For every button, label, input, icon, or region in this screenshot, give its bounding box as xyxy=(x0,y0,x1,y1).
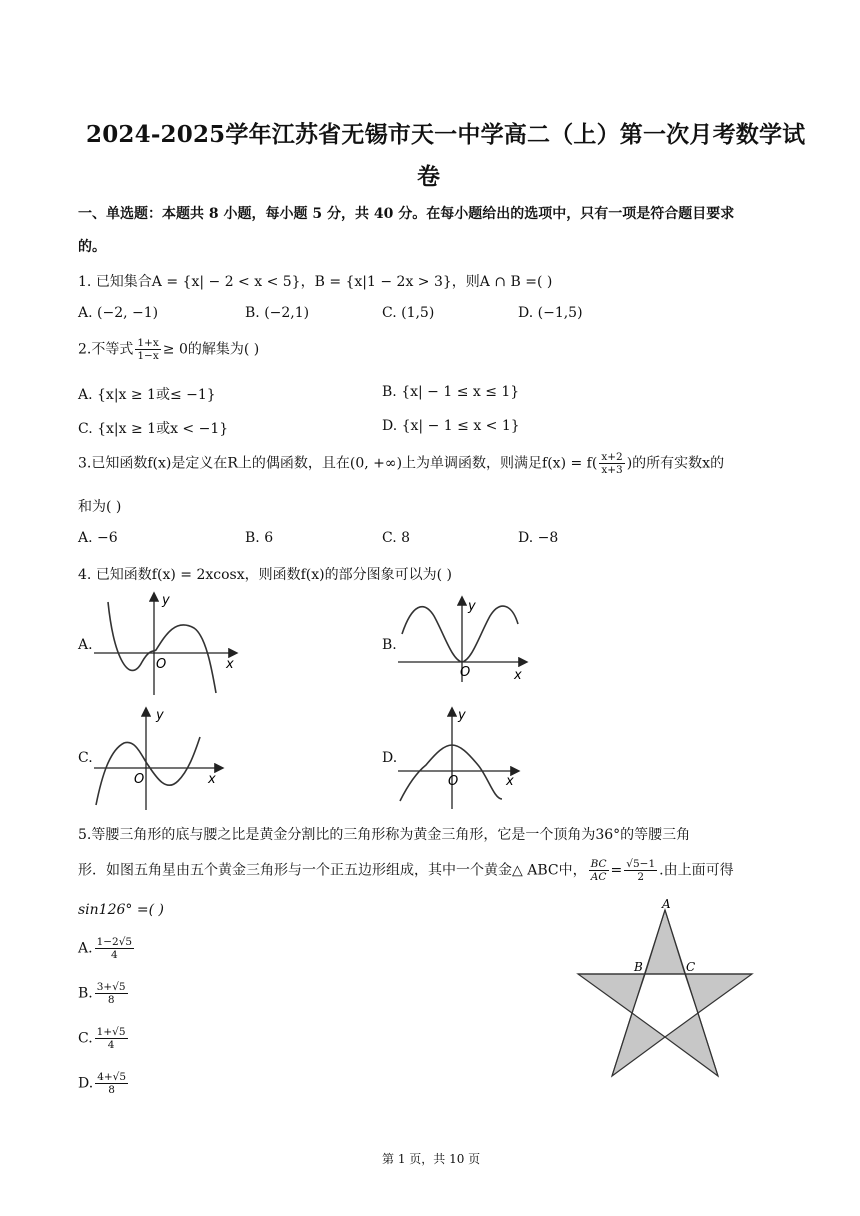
origin-label: O xyxy=(460,665,471,680)
q1-stem xyxy=(78,271,552,291)
q2-frac-den: 1−x xyxy=(137,350,159,362)
q5-option-a-num: 1−2√5 xyxy=(96,936,133,948)
page-title-line1: 2024-2025学年江苏省无锡市天一中学高二（上）第一次月考数学试 xyxy=(86,121,806,148)
q4-graph-c xyxy=(94,705,229,813)
q3-number: 3. xyxy=(78,455,92,472)
q2-stem xyxy=(78,337,259,362)
y-label: y xyxy=(468,599,476,614)
q3-option-a: A. −6 xyxy=(78,530,118,546)
q5-option-b xyxy=(78,981,130,1006)
q2-option-b: B. {x| − 1 ≤ x ≤ 1} xyxy=(382,384,520,400)
q5-number: 5. xyxy=(78,827,92,843)
q5-option-c-label: C. xyxy=(78,1030,93,1047)
q5-option-c xyxy=(78,1026,130,1051)
q5-option-d-den: 8 xyxy=(108,1084,115,1096)
q1-option-a: A. (−2, −1) xyxy=(78,305,159,321)
q5-option-c-num: 1+√5 xyxy=(96,1026,126,1038)
y-label: y xyxy=(458,708,466,723)
q5-stem-line1 xyxy=(78,824,690,844)
q5-pentagram-figure xyxy=(572,896,758,1080)
q4-graph-d xyxy=(398,705,523,811)
y-label: y xyxy=(156,708,164,723)
q5-option-d xyxy=(78,1071,130,1096)
curve xyxy=(402,606,518,662)
q3-option-d: D. −8 xyxy=(518,530,559,546)
q2-option-c: C. {x|x ≥ 1或x < −1} xyxy=(78,421,229,437)
q5-frac1-num: BC xyxy=(590,858,607,870)
q2-number: 2. xyxy=(78,341,92,358)
x-label: x xyxy=(208,772,216,787)
page-title-line2: 卷 xyxy=(417,163,441,190)
q5-frac2-den: 2 xyxy=(637,871,645,883)
q5-option-c-frac xyxy=(95,1026,128,1051)
q2-text-before: 不等式 xyxy=(91,341,134,358)
vertex-label-b: B xyxy=(634,960,643,974)
x-label: x xyxy=(506,774,514,789)
q4-number: 4. xyxy=(78,567,92,583)
q5-frac1-den: AC xyxy=(590,871,607,883)
q4-graph-b xyxy=(398,594,533,684)
q5-stem-line3: sin126° =( ) xyxy=(78,902,164,918)
q5-option-d-frac xyxy=(95,1071,128,1096)
q3-fraction xyxy=(599,451,624,476)
q5-option-b-num: 3+√5 xyxy=(96,981,126,993)
q5-option-a-den: 4 xyxy=(110,949,118,961)
q4-option-a-label: A. xyxy=(78,637,93,653)
vertex-label-c: C xyxy=(686,960,696,974)
q5-frac-golden xyxy=(624,858,657,883)
q1-option-d: D. (−1,5) xyxy=(518,305,583,321)
q1-number: 1. xyxy=(78,274,92,290)
q2-fraction xyxy=(135,337,160,362)
q1-text: 已知集合A = {x| − 2 < x < 5}，B = {x|1 − 2x > 3}，则A ∩ B =( ) xyxy=(95,274,553,290)
q5-text-after: .由上面可得 xyxy=(659,862,734,879)
q3-frac-num: x+2 xyxy=(601,451,623,463)
q5-frac2-num: √5−1 xyxy=(626,858,656,870)
q5-text-line1: 等腰三角形的底与腰之比是黄金分割比的三角形称为黄金三角形，它是一个顶角为36°的等腰三角 xyxy=(91,827,691,843)
origin-label: O xyxy=(448,774,459,789)
q5-stem-line2 xyxy=(78,858,734,883)
q5-option-c-den: 4 xyxy=(107,1039,115,1051)
curve xyxy=(96,737,200,805)
q2-option-a: A. {x|x ≥ 1或≤ −1} xyxy=(78,387,216,403)
q2-text-after: ≥ 0的解集为( ) xyxy=(162,341,260,358)
q5-option-a xyxy=(78,936,136,961)
vertex-label-a: A xyxy=(662,897,671,911)
curve xyxy=(108,602,216,693)
q5-text-before: 形．如图五角星由五个黄金三角形与一个正五边形组成，其中一个黄金△ ABC中， xyxy=(78,862,587,879)
origin-label: O xyxy=(156,657,167,672)
q2-frac-num: 1+x xyxy=(137,337,159,349)
q4-graph-a xyxy=(94,590,244,700)
section-header-line1: 一、单选题：本题共 8 小题，每小题 5 分，共 40 分。在每小题给出的选项中，只有一项是符合题目要求 xyxy=(78,206,735,222)
q3-frac-den: x+3 xyxy=(601,464,623,476)
q3-text-after: )的所有实数x的 xyxy=(626,455,725,472)
section-header-line2: 的。 xyxy=(78,239,106,255)
q5-option-d-num: 4+√5 xyxy=(97,1071,127,1083)
q3-stem-line2: 和为( ) xyxy=(78,499,122,515)
page-footer: 第 1 页，共 10 页 xyxy=(382,1152,481,1166)
q4-option-c-label: C. xyxy=(78,750,93,766)
q5-option-b-label: B. xyxy=(78,985,93,1002)
q1-option-c: C. (1,5) xyxy=(382,305,435,321)
q5-option-d-label: D. xyxy=(78,1075,94,1092)
q1-option-b: B. (−2,1) xyxy=(245,305,310,321)
q4-option-b-label: B. xyxy=(382,637,397,653)
origin-label: O xyxy=(134,772,145,787)
q5-frac-bc-ac xyxy=(589,858,609,883)
q5-option-a-frac xyxy=(95,936,135,961)
q5-option-b-den: 8 xyxy=(107,994,115,1006)
q3-text-before: 已知函数f(x)是定义在R上的偶函数，且在(0, +∞)上为单调函数，则满足f(x) = f( xyxy=(91,455,598,472)
q3-option-b: B. 6 xyxy=(245,530,274,546)
q4-option-d-label: D. xyxy=(382,750,398,766)
y-label: y xyxy=(162,593,170,608)
q5-equals: = xyxy=(610,862,623,879)
q2-option-d: D. {x| − 1 ≤ x < 1} xyxy=(382,418,520,434)
q5-option-a-label: A. xyxy=(78,940,93,957)
curve xyxy=(400,745,502,801)
q4-text: 已知函数f(x) = 2xcosx，则函数f(x)的部分图象可以为( ) xyxy=(95,567,452,583)
q3-option-c: C. 8 xyxy=(382,530,411,546)
q5-option-b-frac xyxy=(95,981,128,1006)
q3-stem-line1 xyxy=(78,451,724,476)
x-label: x xyxy=(514,668,522,683)
q4-stem xyxy=(78,564,452,584)
x-label: x xyxy=(226,657,234,672)
